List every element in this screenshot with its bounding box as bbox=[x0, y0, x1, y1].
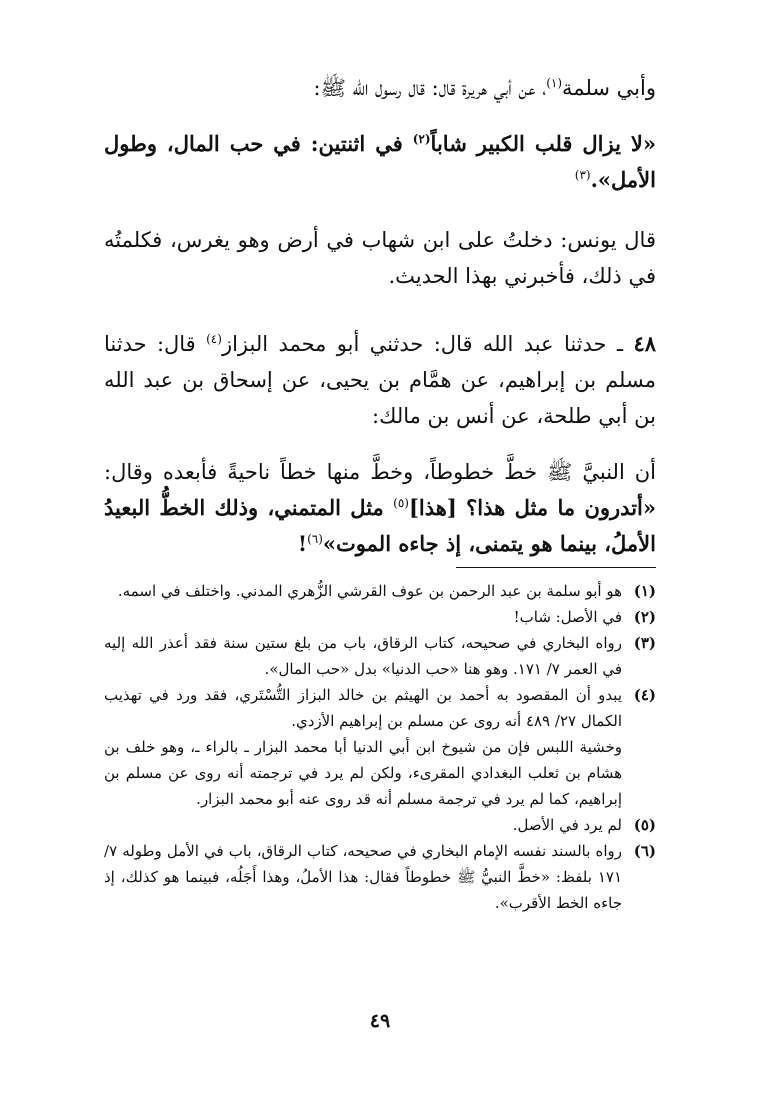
footnote-text: رواه البخاري في صحيحه، كتاب الرقاق، باب من بلغ ستين سنة فقد أعذر الله إليه في العمر ٧/ ١٧١. وهو هنا «حب الدنيا» بدل «حب المال». bbox=[104, 634, 622, 678]
footnote-number: (٣) bbox=[633, 634, 656, 652]
yunus-paragraph: قال يونس: دخلتُ على ابن شهاب في أرض وهو يغرس، فكلمتُه في ذلك، فأخبرني بهذا الحديث. bbox=[104, 228, 656, 288]
footnote-ref-1: (١) bbox=[546, 76, 563, 90]
hadith-2-text-rest: مثل المتمني، وذلك الخطُّ البعيدُ الأملُ، بينما هو يتمنى، إذ جاءه الموت» bbox=[104, 495, 656, 556]
footnote-4 bbox=[104, 682, 656, 734]
footnote-number: (٥) bbox=[633, 816, 656, 834]
footnote-2 bbox=[104, 604, 656, 630]
footnote-6 bbox=[104, 838, 656, 916]
footnote-number: (٦) bbox=[633, 842, 656, 860]
hadith-2-paragraph bbox=[104, 454, 656, 562]
hadith-2-text: «أتدرون ما مثل هذا؟ [هذا] bbox=[408, 495, 656, 520]
main-text bbox=[104, 70, 656, 562]
footnote-ref-5: (٥) bbox=[393, 496, 409, 510]
footnote-number: (١) bbox=[633, 582, 656, 600]
footnote-ref-4: (٤) bbox=[206, 332, 222, 346]
hadith-1-text: «لا يزال قلب الكبير شاباً bbox=[430, 131, 656, 156]
footnote-ref-6: (٦) bbox=[307, 532, 323, 546]
footnote-text: رواه بالسند نفسه الإمام البخاري في صحيحه، كتاب الرقاق، باب في الأمل وطوله ٧/ ١٧١ بلفظ: «خطَّ النبيُّ ﷺ خطوطاً فقال: هذا الأملُ، وهذا أَجَلُه، فبينما هو كذلك، إذ جاءه الخط الأقرب». bbox=[104, 842, 622, 912]
hadith-1-paragraph bbox=[104, 126, 656, 198]
footnote-text: يبدو أن المقصود به أحمد بن الهيثم بن خالد البزاز التُّسْتَري، فقد ورد في تهذيب الكمال ٢٧/ ٤٨٩ أنه روى عن مسلم بن إبراهيم الأزدي. bbox=[104, 686, 622, 730]
footnote-5 bbox=[104, 812, 656, 838]
isnad-paragraph bbox=[104, 326, 656, 434]
footnote-text: هو أبو سلمة بن عبد الرحمن بن عوف القرشي الزُّهري المدني. واختلف في اسمه. bbox=[117, 582, 622, 600]
footnote-ref-3: (٣) bbox=[574, 168, 591, 182]
isnad-text: ـ حدثنا عبد الله قال: حدثني أبو محمد البزاز bbox=[221, 332, 634, 356]
hadith-2-end-mark: ! bbox=[297, 531, 308, 556]
footnote-text: في الأصل: شاب! bbox=[513, 608, 622, 626]
hadith-1-text-rest: في اثنتين: في حب المال، وطول الأمل». bbox=[104, 131, 656, 192]
intro-paragraph bbox=[104, 70, 656, 106]
footnote-3 bbox=[104, 630, 656, 682]
footnote-1 bbox=[104, 578, 656, 604]
footnotes bbox=[104, 578, 656, 916]
footnote-number: (٢) bbox=[633, 608, 656, 626]
footnote-number: (٤) bbox=[633, 686, 656, 704]
footnote-4-continuation: وخشية اللبس فإن من شيوخ ابن أبي الدنيا أبا محمد البزار ـ بالراء ـ، وهو خلف بن هشام بن ثعلب البغدادي المقرىء، ولكن لم يرد في ترجمته أنه روى عن مسلم بن إبراهيم، كما لم يرد في ترجمة مسلم أنه قد روى عنه أبو محمد البزار. bbox=[104, 738, 622, 808]
hadith-2-intro: أن النبيَّ ﷺ خطَّ خطوطاً، وخطَّ منها خطاً ناحيةً فأبعده وقال: bbox=[104, 460, 656, 484]
footnote-separator bbox=[456, 567, 656, 568]
hadith-number: ٤٨ bbox=[633, 331, 656, 356]
footnote-text: لم يرد في الأصل. bbox=[512, 816, 622, 834]
footnote-ref-2: (٢) bbox=[412, 132, 431, 146]
page-number: ٤٩ bbox=[369, 1010, 391, 1032]
intro-text-rest: ، عن أبي هريرة قال: قال رسول الله ﷺ: bbox=[313, 76, 547, 100]
intro-text: وأبي سلمة bbox=[562, 76, 656, 100]
isnad-text-rest: قال: حدثنا مسلم بن إبراهيم، عن همَّام بن يحيى، عن إسحاق بن عبد الله بن أبي طلحة، عن أنس بن مالك: bbox=[104, 332, 656, 428]
